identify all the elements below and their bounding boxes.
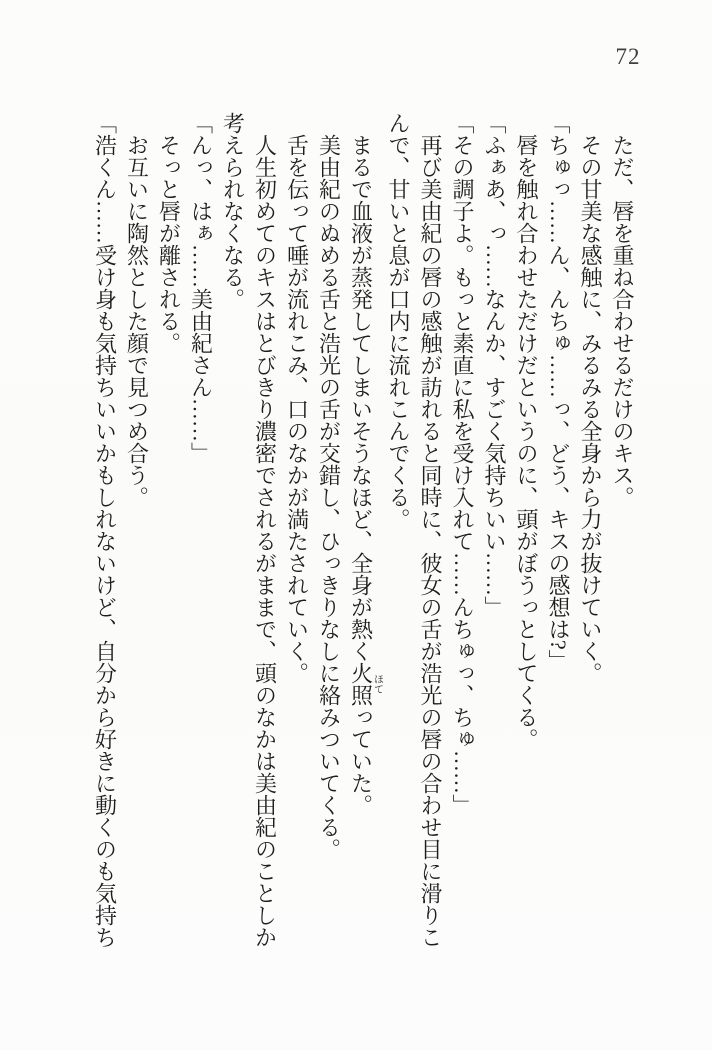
text-segment: 美由紀のぬめる舌と浩光の舌が交錯し、ひっきりなしに絡みついてくる。 xyxy=(316,134,342,860)
text-segment: 再び美由紀の唇の感触が訪れると同時に、彼女の舌が浩光の唇の合わせ目に滑りこんで、甘いと息が口内に流れこんでくる。 xyxy=(386,112,443,948)
paragraph xyxy=(217,112,281,948)
page-number: 72 xyxy=(615,44,641,69)
paragraph xyxy=(153,112,185,948)
paragraph xyxy=(281,112,313,948)
paragraph-dialogue xyxy=(89,112,121,948)
paragraph xyxy=(606,112,638,948)
text-segment: そっと唇が離される。 xyxy=(156,134,182,354)
text-segment: 「ふぁあ、っ……なんか、すごく気持ちいい……」 xyxy=(482,112,507,618)
text-segment: お互いに陶然とした顔で見つめ合う。 xyxy=(124,134,150,508)
text-segment: 唇を触れ合わせただけだというのに、頭がぼうっとしてくる。 xyxy=(514,134,539,750)
text-segment: っていた。 xyxy=(348,706,374,816)
paragraph-dialogue xyxy=(185,112,217,948)
paragraph xyxy=(313,112,345,948)
ruby-text: ほて xyxy=(371,662,383,706)
text-segment: まるで血液が蒸発してしまいそうなほど、全身が熱く xyxy=(348,134,374,662)
paragraph-dialogue xyxy=(446,112,478,948)
paragraph-dialogue xyxy=(478,112,510,948)
text-segment: 人生初めてのキスはとびきり濃密でされるがままで、頭のなかは美由紀のことしか考えられなくなる。 xyxy=(220,112,278,948)
text-segment: 舌を伝って唾が流れこみ、口のなかが満たされていく。 xyxy=(284,134,310,684)
text-segment: 「ちゅっ……ん、んちゅ……っ、どう、キスの感想は?」 xyxy=(546,112,571,672)
ruby-furigana xyxy=(348,662,383,706)
text-segment: ただ、唇を重ね合わせるだけのキス。 xyxy=(610,134,635,508)
text-segment: 「んっ、はぁ……美由紀さん……」 xyxy=(188,112,214,464)
paragraph xyxy=(121,112,153,948)
ruby-base: 火照 xyxy=(348,662,374,706)
paragraph xyxy=(510,112,542,948)
paragraph-dialogue xyxy=(542,112,574,948)
text-segment: 「その調子よ。もっと素直に私を受け入れて……んちゅっ、ちゅ……」 xyxy=(450,112,475,816)
body-text xyxy=(72,112,638,948)
paragraph xyxy=(382,112,446,948)
text-segment: 「浩くん……受け身も気持ちいいかもしれないけど、自分から好きに動くのも気持ち xyxy=(92,112,118,948)
text-segment: その甘美な感触に、みるみる全身から力が抜けていく。 xyxy=(578,134,603,684)
paragraph xyxy=(574,112,606,948)
paragraph xyxy=(345,112,383,948)
